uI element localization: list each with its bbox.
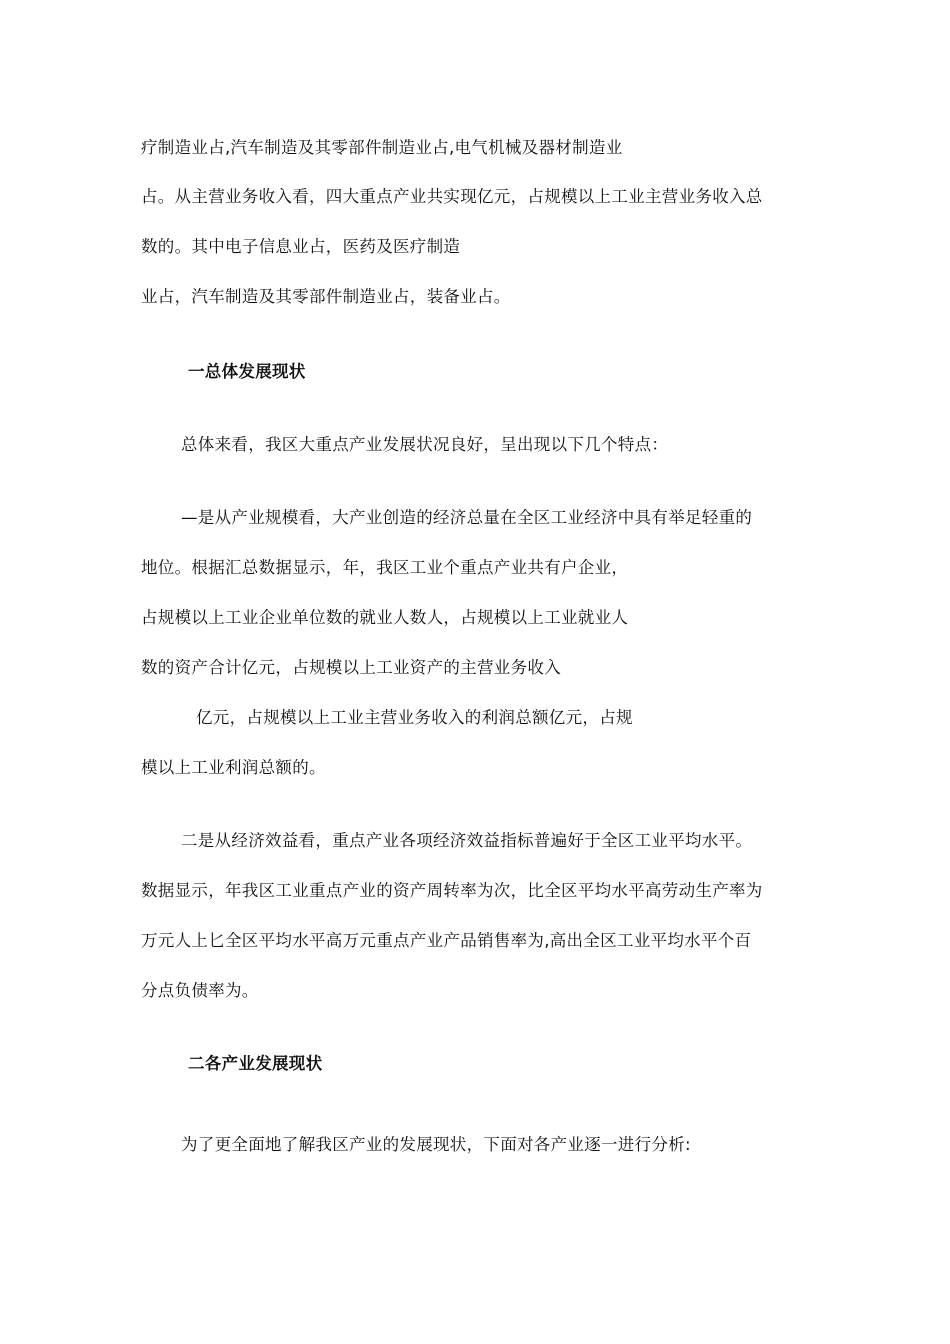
section-heading-industry-status: 二各产业发展现状 — [188, 1054, 323, 1073]
section2-intro: 为了更全面地了解我区产业的发展现状，下面对各产业逐一进行分析: — [181, 1135, 691, 1154]
point1-line-4: 数的资产合计亿元，占规模以上工业资产的主营业务收入 — [141, 658, 561, 677]
point2-line-1: 二是从经济效益看，重点产业各项经济效益指标普遍好于全区工业平均水平。 — [181, 831, 753, 850]
intro-line-1: 疗制造业占,汽车制造及其零部件制造业占,电气机械及器材制造业 — [141, 138, 623, 157]
point2-line-3: 万元人上匕全区平均水平高万元重点产业产品销售率为,高出全区工业平均水平个百 — [141, 931, 752, 950]
point1-line-3: 占规模以上工业企业单位数的就业人数人，占规模以上工业就业人 — [141, 608, 629, 627]
section-heading-overall-status: 一总体发展现状 — [188, 362, 306, 381]
intro-line-3: 数的。其中电子信息业占，医药及医疗制造 — [141, 237, 461, 256]
point1-line-2: 地位。根据汇总数据显示，年，我区工业个重点产业共有户企业， — [141, 558, 629, 577]
point2-line-4: 分点负债率为。 — [141, 981, 259, 1000]
point1-line-6: 模以上工业利润总额的。 — [141, 758, 326, 777]
point1-line-1: —是从产业规模看，大产业创造的经济总量在全区工业经济中具有举足轻重的 — [181, 508, 753, 527]
section1-summary: 总体来看，我区大重点产业发展状况良好，呈出现以下几个特点： — [181, 435, 669, 454]
intro-line-2: 占。从主营业务收入看，四大重点产业共实现亿元，占规模以上工业主营业务收入总 — [141, 187, 763, 206]
point1-line-5: 亿元，占规模以上工业主营业务收入的利润总额亿元，占规 — [196, 708, 633, 727]
intro-line-4: 业占，汽车制造及其零部件制造业占，装备业占。 — [141, 287, 511, 306]
point2-line-2: 数据显示，年我区工业重点产业的资产周转率为次，比全区平均水平高劳动生产率为 — [141, 881, 763, 900]
